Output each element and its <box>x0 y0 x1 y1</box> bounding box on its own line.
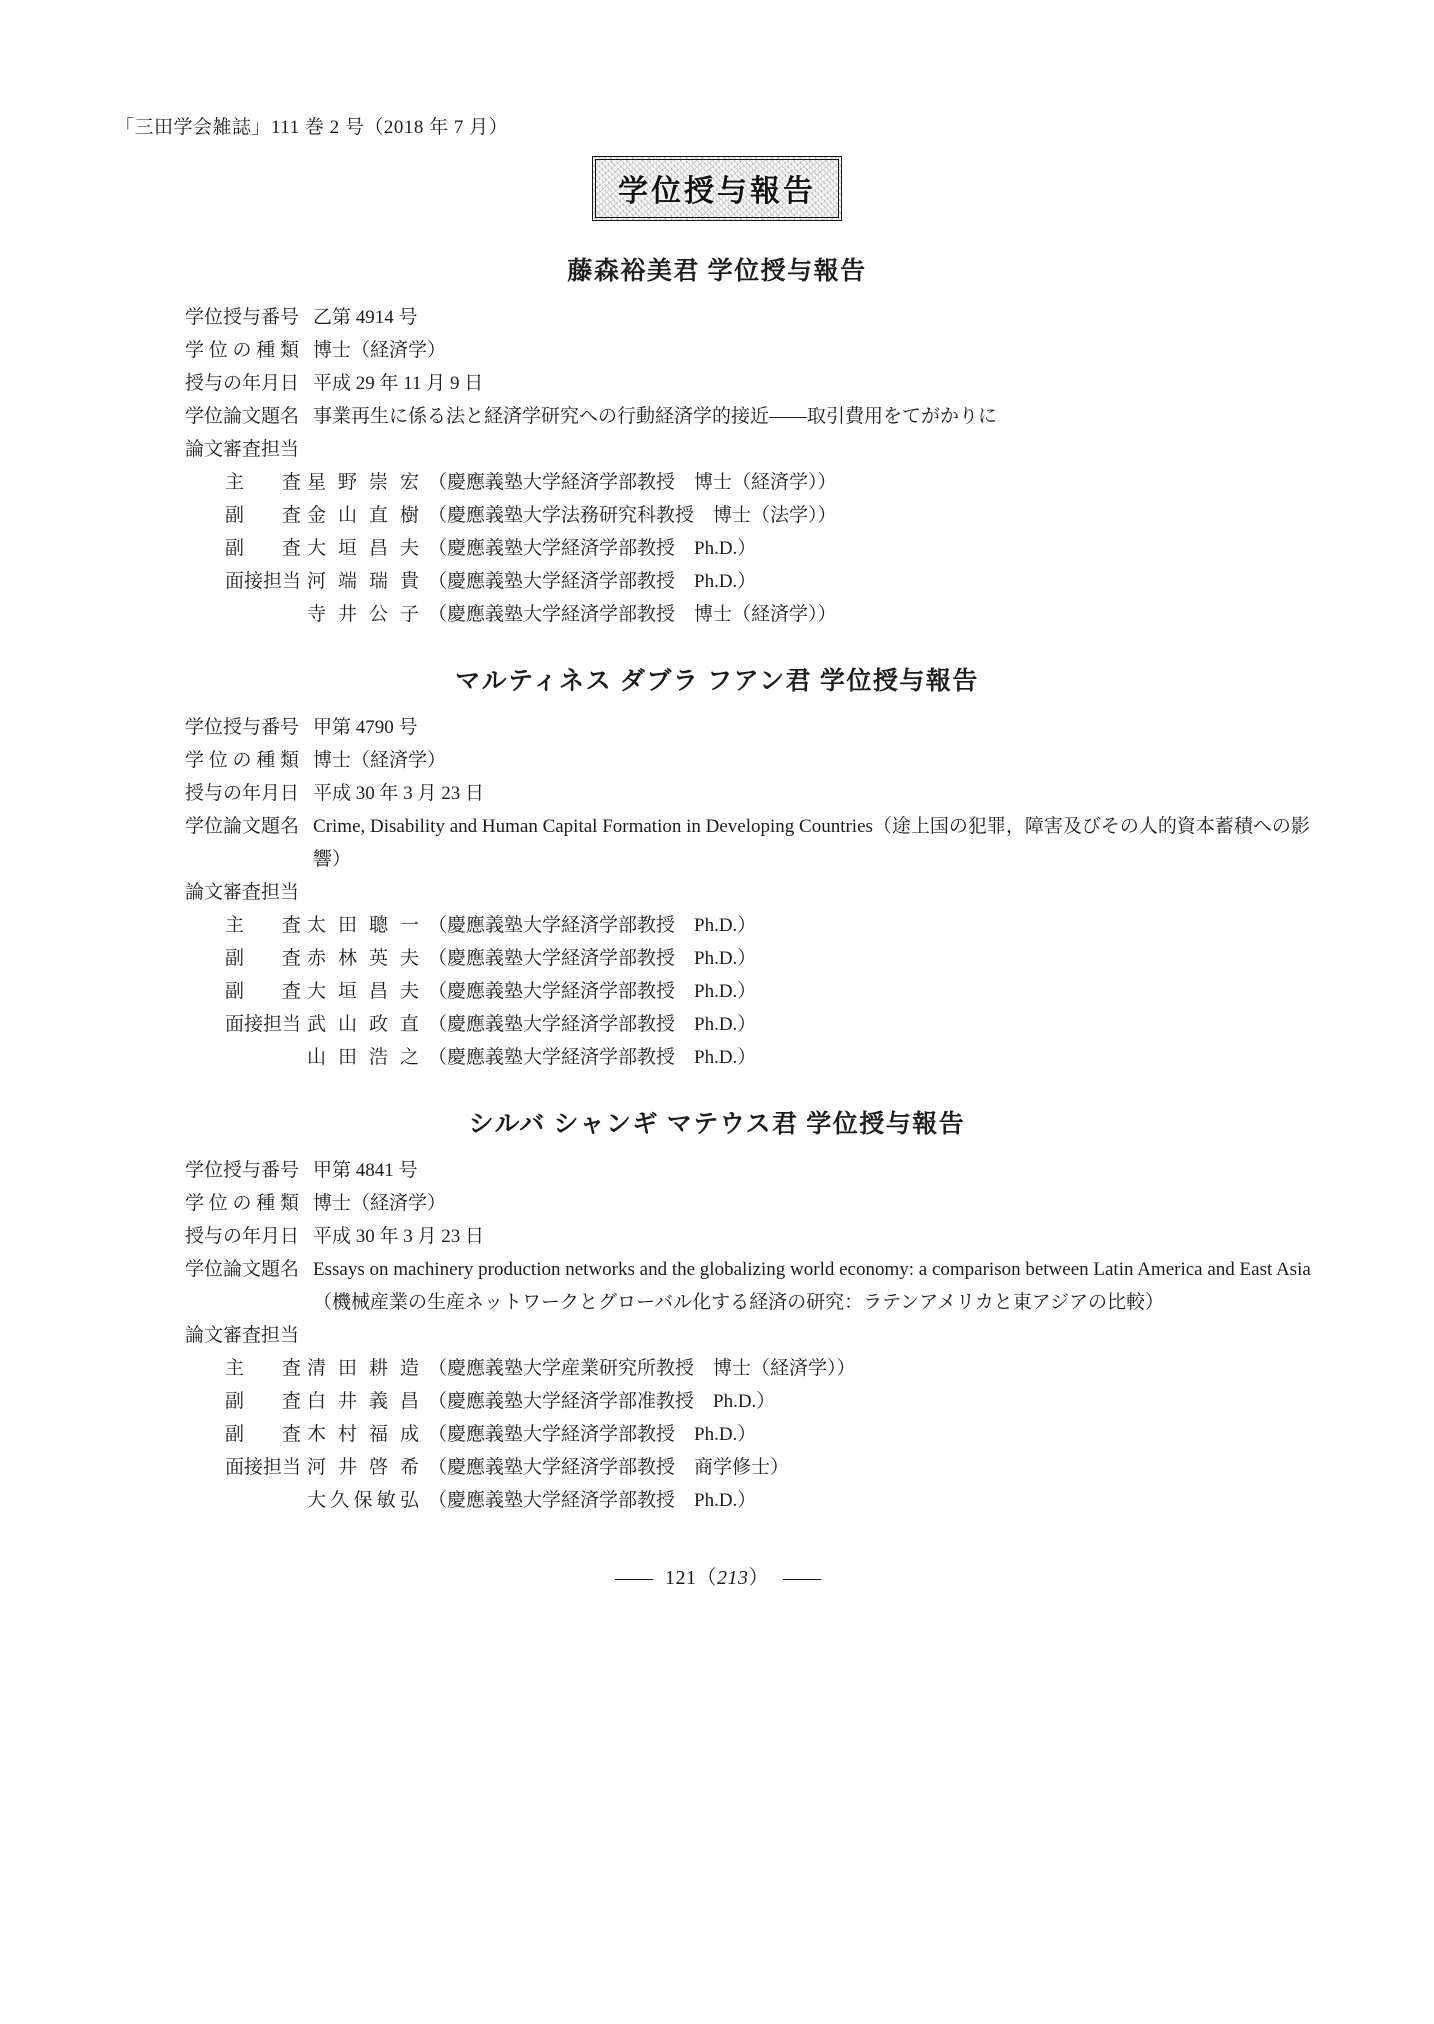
field-value: 甲第 4841 号 <box>313 1160 418 1181</box>
field-row <box>185 876 1319 909</box>
page-footer <box>115 1561 1319 1590</box>
field-label: 論文審査担当 <box>185 1325 300 1346</box>
banner-title: 学位授与報告 <box>592 156 842 221</box>
footer-page-number: 121 <box>665 1567 697 1589</box>
footer-left-dash: ―― <box>615 1567 651 1589</box>
field-row <box>185 1187 1319 1220</box>
examiner-row <box>225 565 1319 598</box>
field-value: 平成 30 年 3 月 23 日 <box>313 783 485 804</box>
examiner-affiliation: （慶應義塾大学産業研究所教授 博士（経済学）） <box>428 1358 856 1379</box>
examiner-role: 面接担当 <box>225 1457 302 1478</box>
field-label: 学位論文題名 <box>185 406 300 427</box>
examiner-affiliation: （慶應義塾大学経済学部教授 Ph.D.） <box>428 1047 757 1068</box>
examiner-row <box>225 1352 1319 1385</box>
section-title: シルバ シャンギ マテウス君 学位授与報告 <box>468 1111 966 1138</box>
field-label: 学位論文題名 <box>185 1259 300 1280</box>
field-row <box>185 777 1319 810</box>
examiner-affiliation: （慶應義塾大学経済学部教授 商学修士） <box>428 1457 790 1478</box>
examiner-role: 副査 <box>225 981 301 1002</box>
footer-paren-open: （ <box>696 1567 717 1589</box>
examiner-name: 山田浩之 <box>307 1047 419 1068</box>
examiner-role: 面接担当 <box>225 571 302 592</box>
examiner-role: 主査 <box>225 472 301 493</box>
section-title: 藤森裕美君 学位授与報告 <box>567 258 867 285</box>
examiner-role: 副査 <box>225 538 301 559</box>
field-row <box>185 334 1319 367</box>
examiner-affiliation: （慶應義塾大学法務研究科教授 博士（法学）） <box>428 505 837 526</box>
footer-original-page: 213 <box>717 1567 749 1589</box>
field-value: 甲第 4790 号 <box>313 717 418 738</box>
field-label: 学位の種類 <box>185 750 299 771</box>
examiner-affiliation: （慶應義塾大学経済学部教授 Ph.D.） <box>428 1014 757 1035</box>
examiner-name: 赤林英夫 <box>307 948 419 969</box>
footer-right-dash: ―― <box>783 1567 819 1589</box>
examiner-affiliation: （慶應義塾大学経済学部教授 Ph.D.） <box>428 915 757 936</box>
examiner-role: 副査 <box>225 948 301 969</box>
field-value: 乙第 4914 号 <box>313 307 418 328</box>
examiner-name: 大垣昌夫 <box>307 538 419 559</box>
field-label: 学位授与番号 <box>185 717 300 738</box>
examiner-role: 面接担当 <box>225 1014 302 1035</box>
field-row <box>185 1220 1319 1253</box>
examiner-affiliation: （慶應義塾大学経済学部教授 Ph.D.） <box>428 1490 757 1511</box>
examiner-affiliation: （慶應義塾大学経済学部准教授 Ph.D.） <box>428 1391 776 1412</box>
field-row <box>185 711 1319 744</box>
field-value <box>313 433 1319 466</box>
field-row <box>185 433 1319 466</box>
field-label: 学位の種類 <box>185 1193 299 1214</box>
examiner-name: 寺井公子 <box>307 604 419 625</box>
examiner-name: 大垣昌夫 <box>307 981 419 1002</box>
field-row <box>185 810 1319 876</box>
examiner-role: 副査 <box>225 505 301 526</box>
examiner-row <box>225 909 1319 942</box>
field-value: Essays on machinery production networks and the globalizing world economy: a comparison between Latin America and East Asia（機械産業の生産ネットワークとグローバル化する経済の研究：ラテンアメリカと東アジアの比較） <box>313 1259 1311 1313</box>
examiner-role <box>225 598 301 631</box>
degree-report-section <box>115 1104 1319 1517</box>
field-label: 学位授与番号 <box>185 307 300 328</box>
field-label: 授与の年月日 <box>185 373 300 394</box>
examiner-name: 清田耕造 <box>307 1358 419 1379</box>
examiner-role: 副査 <box>225 1391 301 1412</box>
examiner-affiliation: （慶應義塾大学経済学部教授 博士（経済学）） <box>428 472 837 493</box>
degree-report-section <box>115 251 1319 631</box>
field-row <box>185 744 1319 777</box>
examiner-row <box>225 1385 1319 1418</box>
field-label: 授与の年月日 <box>185 1226 300 1247</box>
examiner-name: 太田聰一 <box>307 915 419 936</box>
examiner-name: 河端瑞貴 <box>307 571 420 592</box>
field-row <box>185 1319 1319 1352</box>
field-value: Crime, Disability and Human Capital Formation in Developing Countries（途上国の犯罪，障害及びその人的資本蓄積への影響） <box>313 816 1310 870</box>
examiner-role <box>225 1484 301 1517</box>
field-value: 事業再生に係る法と経済学研究への行動経済学的接近――取引費用をてがかりに <box>313 406 998 427</box>
examiner-row <box>225 1041 1319 1074</box>
degree-report-section <box>115 661 1319 1074</box>
examiner-affiliation: （慶應義塾大学経済学部教授 Ph.D.） <box>428 538 757 559</box>
examiner-name: 白井義昌 <box>307 1391 419 1412</box>
field-label: 学位論文題名 <box>185 816 300 837</box>
field-label: 論文審査担当 <box>185 882 300 903</box>
examiner-name: 武山政直 <box>307 1014 420 1035</box>
field-value: 平成 30 年 3 月 23 日 <box>313 1226 485 1247</box>
field-value <box>313 876 1319 909</box>
examiner-role <box>225 1041 301 1074</box>
field-row <box>185 367 1319 400</box>
examiner-affiliation: （慶應義塾大学経済学部教授 Ph.D.） <box>428 948 757 969</box>
examiner-row <box>225 598 1319 631</box>
examiner-role: 副査 <box>225 1424 301 1445</box>
examiner-row <box>225 466 1319 499</box>
examiner-row <box>225 1451 1319 1484</box>
field-row <box>185 1154 1319 1187</box>
field-row <box>185 1253 1319 1319</box>
examiner-row <box>225 499 1319 532</box>
examiner-name: 木村福成 <box>307 1424 419 1445</box>
field-label: 論文審査担当 <box>185 439 300 460</box>
examiner-role: 主査 <box>225 915 301 936</box>
field-value <box>313 1319 1319 1352</box>
banner-container <box>115 156 1319 221</box>
examiner-role: 主査 <box>225 1358 301 1379</box>
examiner-row <box>225 532 1319 565</box>
examiner-affiliation: （慶應義塾大学経済学部教授 Ph.D.） <box>428 1424 757 1445</box>
examiner-affiliation: （慶應義塾大学経済学部教授 Ph.D.） <box>428 981 757 1002</box>
examiner-name: 河井啓希 <box>307 1457 420 1478</box>
examiner-affiliation: （慶應義塾大学経済学部教授 博士（経済学）） <box>428 604 837 625</box>
field-value: 博士（経済学） <box>313 1193 447 1214</box>
examiner-row <box>225 1418 1319 1451</box>
field-label: 学位の種類 <box>185 340 299 361</box>
examiner-row <box>225 942 1319 975</box>
footer-paren-close: ） <box>748 1567 769 1589</box>
examiner-name: 大久保敏弘 <box>307 1490 419 1511</box>
section-title: マルティネス ダブラ フアン君 学位授与報告 <box>455 668 979 695</box>
examiner-name: 星野崇宏 <box>307 472 419 493</box>
field-label: 授与の年月日 <box>185 783 300 804</box>
examiner-name: 金山直樹 <box>307 505 419 526</box>
field-value: 博士（経済学） <box>313 750 447 771</box>
field-label: 学位授与番号 <box>185 1160 300 1181</box>
field-value: 博士（経済学） <box>313 340 447 361</box>
field-row <box>185 301 1319 334</box>
field-row <box>185 400 1319 433</box>
examiner-row <box>225 1008 1319 1041</box>
examiner-row <box>225 1484 1319 1517</box>
journal-header: 「三田学会雑誌」111 巻 2 号（2018 年 7 月） <box>115 117 509 138</box>
examiner-affiliation: （慶應義塾大学経済学部教授 Ph.D.） <box>428 571 757 592</box>
field-value: 平成 29 年 11 月 9 日 <box>313 373 484 394</box>
examiner-row <box>225 975 1319 1008</box>
